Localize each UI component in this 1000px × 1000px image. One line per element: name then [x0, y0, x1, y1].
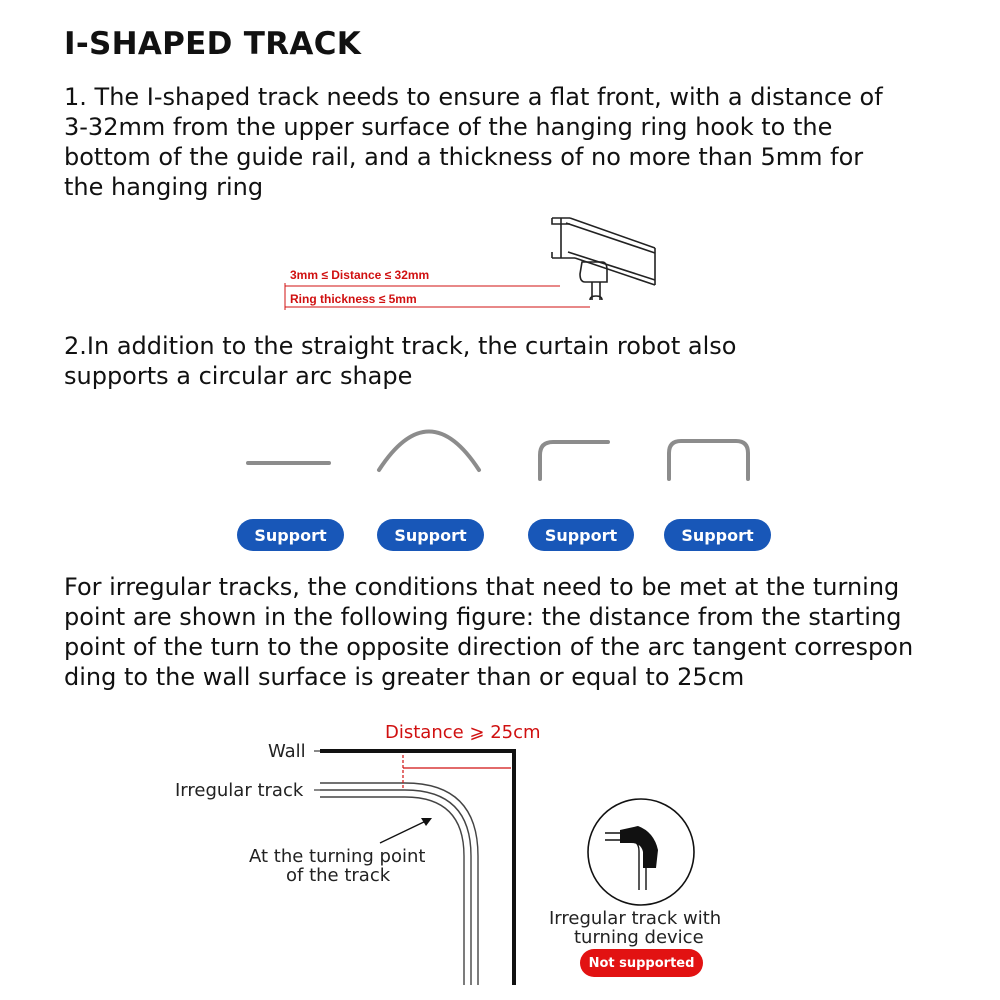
u-track-icon	[669, 441, 748, 479]
paragraph-line: For irregular tracks, the conditions that need to be met at the turning	[64, 573, 900, 601]
turning-device-label: Irregular track with	[549, 908, 722, 929]
ring-thickness-label: Ring thickness ≤ 5mm	[290, 292, 417, 306]
paragraph-line: point are shown in the following figure: the distance from the starting	[64, 603, 902, 631]
support-badge-u-shape: Support	[664, 519, 771, 551]
distance-range-label: 3mm ≤ Distance ≤ 32mm	[290, 268, 430, 282]
paragraph-line: bottom of the guide rail, and a thickness of no more than 5mm for	[64, 143, 864, 171]
turning-point-arrow	[380, 820, 428, 843]
paragraph-line: 2.In addition to the straight track, the curtain robot also	[64, 332, 737, 360]
turning-device-inset	[588, 799, 694, 905]
not-supported-badge: Not supported	[580, 949, 703, 977]
arrow-head-icon	[421, 818, 432, 826]
paragraph-line: ding to the wall surface is greater than or equal to 25cm	[64, 663, 745, 691]
paragraph-line: the hanging ring	[64, 173, 264, 201]
arc-track-icon	[379, 432, 479, 471]
paragraph-flat-front-requirement	[64, 82, 974, 202]
paragraph-line: 3-32mm from the upper surface of the hanging ring hook to the	[64, 113, 833, 141]
support-badge-corner: Support	[528, 519, 634, 551]
paragraph-line: supports a circular arc shape	[64, 362, 413, 390]
paragraph-line: 1. The I-shaped track needs to ensure a flat front, with a distance of	[64, 83, 883, 111]
i-rail-icon	[552, 218, 655, 285]
support-badge-straight: Support	[237, 519, 344, 551]
turning-device-icon	[605, 826, 658, 890]
paragraph-line: point of the turn to the opposite direction of the arc tangent correspon	[64, 633, 914, 661]
turning-point-label-line2: of the track	[286, 865, 391, 886]
turning-device-label-line2: turning device	[574, 927, 704, 948]
turning-point-label: At the turning point	[249, 846, 426, 867]
hanging-ring-icon	[580, 262, 607, 300]
wall-label: Wall	[268, 741, 306, 762]
paragraph-arc-support	[64, 331, 974, 391]
distance-requirement-label: Distance ⩾ 25cm	[385, 722, 541, 743]
single-corner-track-icon	[540, 442, 608, 479]
irregular-track-label: Irregular track	[175, 780, 304, 801]
paragraph-irregular-track	[64, 572, 974, 692]
support-badge-arc: Support	[377, 519, 484, 551]
page-title: I-SHAPED TRACK	[64, 26, 362, 62]
